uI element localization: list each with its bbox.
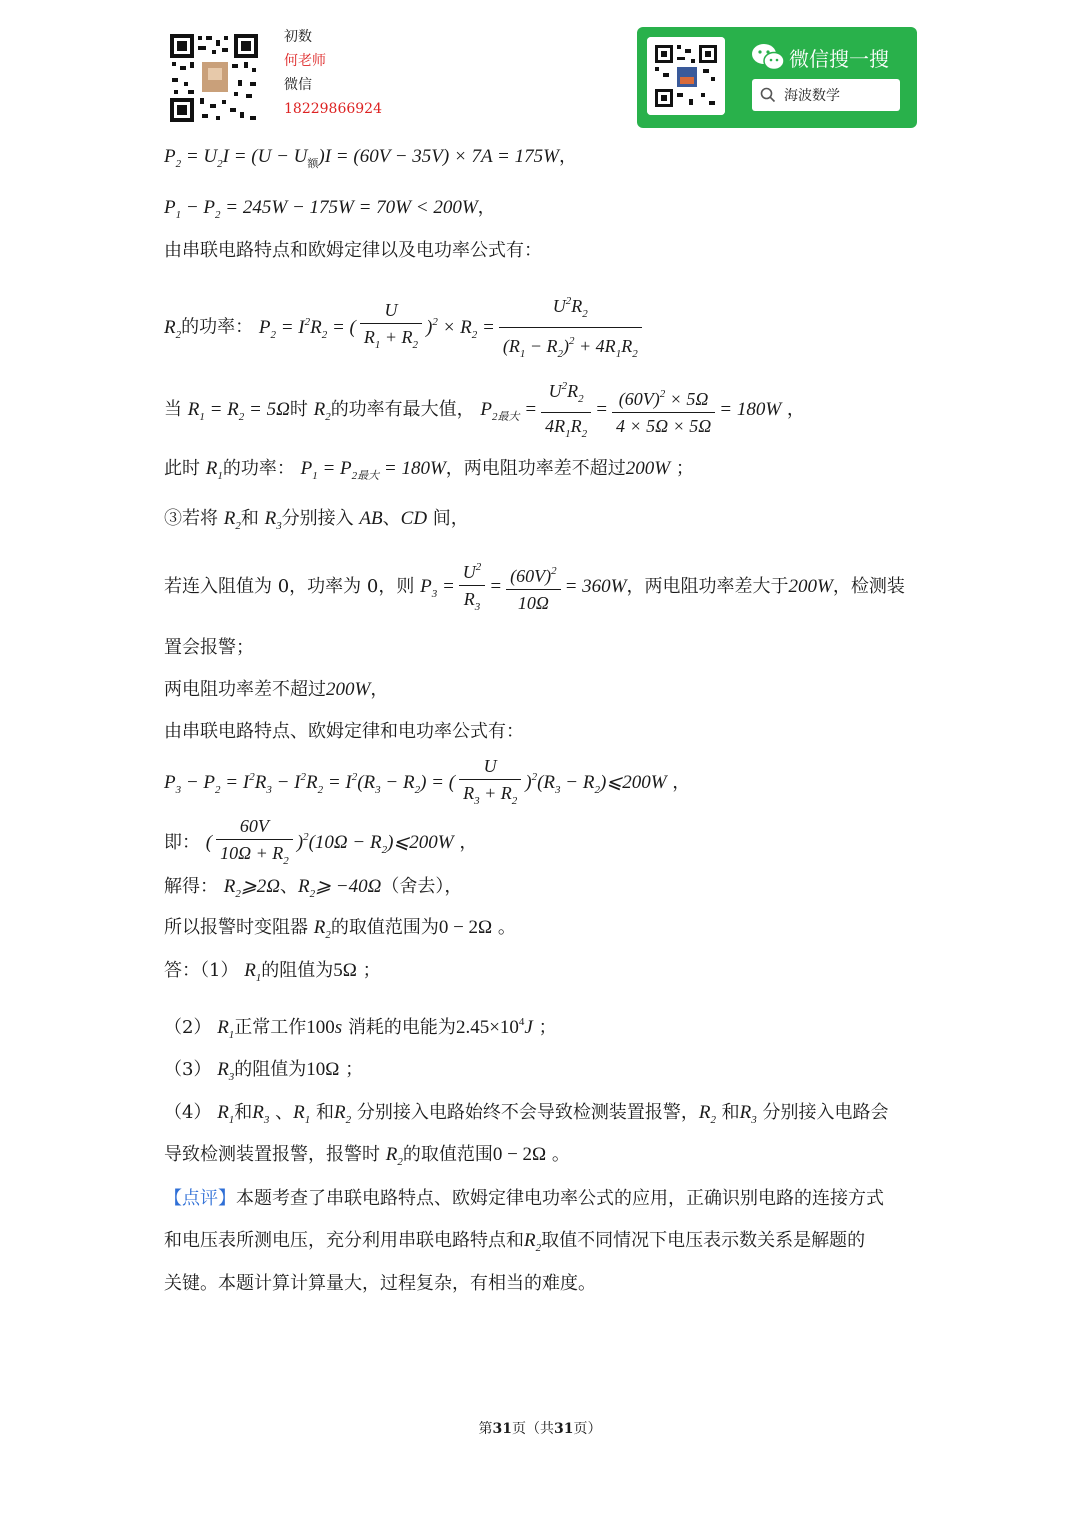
answer-2-b: 正常工作: [234, 1017, 307, 1038]
line1-tail: ，: [558, 146, 577, 167]
text-series-circuit-1: 由串联电路特点和欧姆定律以及电功率公式有：: [164, 240, 542, 261]
line13-a: 即：: [164, 832, 200, 853]
answer-4-d: 和: [315, 1102, 334, 1123]
line6-d: ；: [675, 458, 694, 479]
equation-p2: $P_2 = U_2I = (U - U_额)I = (60V - 35V) \times 7A = 175W$，: [164, 146, 577, 170]
answer-4: （4） $R_1$和$R_3$ 、$R_1$ 和$R_2$ 分别接入电路始终不会导致检测装置报警，$R_2$ 和$R_3$ 分别接入电路会: [164, 1102, 889, 1126]
answer-3: （3） $R_3$的阻值为10Ω ；: [164, 1059, 364, 1083]
line6-b: 的功率：: [222, 458, 295, 479]
line14-b: 、: [280, 876, 299, 897]
answer-5-a: 导致检测装置报警，报警时: [164, 1144, 380, 1165]
line6-a: 此时: [164, 458, 200, 479]
line14-c: （舍去），: [381, 876, 463, 897]
phone-number: 18229866924: [284, 101, 382, 117]
text-case-3: ③若将 $R_2$和 $R_3$分别接入 AB、CD 间，: [164, 508, 469, 532]
wechat-search-banner[interactable]: [637, 27, 917, 128]
r2-power-label: 的功率：: [181, 316, 254, 338]
page-number: 31: [492, 1421, 512, 1437]
equation-p3-minus-p2: $P_3 - P_2 = I^2R_3 - I^2R_2 = I^2(R_3 - R_2)$ = ( $\frac{U}{R_3 + R_2}$ )$^2(R_3$ − $R_2)⩽200W$ ，: [164, 755, 691, 807]
line7-a: ③若将: [164, 508, 218, 529]
answer-1-b: 的阻值为: [261, 960, 334, 981]
answer-3-c: ；: [345, 1059, 364, 1080]
answer-5-c: 。: [551, 1144, 570, 1165]
equation-p3: 若连入阻值为 0，功率为 0，则 $P_3$ = $\frac{U^2}{R_3}$ = $\frac{(60V)^2}{10\Omega}$ = 360W，两电阻功率差大于200W，检测装: [164, 556, 905, 619]
line5-b: 时: [289, 399, 308, 420]
line7-e: 间，: [432, 508, 469, 529]
answer-1-c: ；: [362, 960, 381, 981]
comment-text-2a: 和电压表所测电压，充分利用串联电路特点和: [164, 1230, 524, 1251]
line7-d: 、: [382, 508, 401, 529]
line8-a: 若连入阻值为 0，功率为 0，则: [164, 576, 415, 597]
line7-c: 分别接入: [281, 508, 354, 529]
answer-5-b: 的取值范围: [402, 1144, 493, 1165]
page-total: 31: [554, 1421, 574, 1437]
equation-inequality: 即： ( $\frac{60V}{10\Omega + R_2}$ )$^2(10\Omega - R_2)⩽200W$ ，: [164, 815, 478, 867]
comment-text-1: 本题考查了串联电路特点、欧姆定律电功率公式的应用，正确识别电路的连接方式: [236, 1188, 884, 1209]
wechat-search-title: 微信搜一搜: [789, 47, 889, 71]
line15-c: 。: [497, 917, 516, 938]
text-solution: 解得： $R_2⩾2\Omega$、$R_2⩾ -40\Omega$（舍去），: [164, 876, 463, 900]
text-alarm: 置会报警；: [164, 637, 254, 658]
footer-mid: 页（共: [512, 1421, 554, 1437]
line15-a: 所以报警时变阻器: [164, 917, 308, 938]
line5-a: 当: [164, 399, 182, 420]
answer-2-d: ；: [538, 1017, 557, 1038]
line14-a: 解得：: [164, 876, 218, 897]
comment-line-2: 和电压表所测电压，充分利用串联电路特点和$R_2$取值不同情况下电压表示数关系是解题的: [164, 1230, 866, 1254]
answer-4-g: 分别接入电路会: [762, 1102, 889, 1123]
search-icon: [760, 87, 776, 103]
answer-3-b: 的阻值为: [234, 1059, 307, 1080]
line2-tail: ，: [477, 197, 496, 218]
answer-1: 答：（1） $R_1$的阻值为5Ω ；: [164, 960, 381, 984]
answer-4-e: 分别接入电路始终不会导致检测装置报警，: [356, 1102, 699, 1123]
line6-c: ，两电阻功率差不超过: [445, 458, 626, 479]
comment-text-2b: 取值不同情况下电压表示数关系是解题的: [541, 1230, 866, 1251]
wechat-search-box[interactable]: [752, 79, 900, 111]
qr-code-image: [168, 32, 260, 124]
text-series-circuit-2: 由串联电路特点、欧姆定律和电功率公式有：: [164, 721, 524, 742]
equation-p1-minus-p2: $P_1 - P_2 = 245W - 175W = 70W < 200W$，: [164, 197, 496, 221]
page-footer: [0, 1418, 1080, 1438]
line10-b: ，: [370, 679, 389, 700]
answer-4-f: 和: [721, 1102, 740, 1123]
banner-qr-code-image: [647, 37, 725, 115]
answer-4-b: 和: [234, 1102, 253, 1123]
answer-4-c: 、: [275, 1102, 294, 1123]
comment-line-3: 关键。本题计算计算量大，过程复杂，有相当的难度。: [164, 1273, 596, 1294]
footer-prefix: 第: [478, 1421, 493, 1437]
text-r1-power: 此时 $R_1$的功率： $P_1 = P_{2最大} = 180W$，两电阻功率差不超过200W ；: [164, 458, 694, 482]
wechat-logo-icon: [751, 42, 785, 72]
line7-b: 和: [240, 508, 259, 529]
wechat-label: 微信: [284, 77, 312, 93]
answer-3-a: （3）: [164, 1059, 212, 1080]
comment-tag: 【点评】: [164, 1188, 236, 1209]
answer-2-a: （2）: [164, 1017, 212, 1038]
line15-b: 的取值范围为: [330, 917, 439, 938]
line5-c: 的功率有最大值，: [330, 399, 475, 420]
line8-c: ，检测装: [832, 576, 905, 597]
answer-2-c: 消耗的电能为: [347, 1017, 456, 1038]
answer-4-cont: 导致检测装置报警，报警时 $R_2$的取值范围0 − 2Ω 。: [164, 1144, 570, 1168]
line8-b: ，两电阻功率差大于: [626, 576, 789, 597]
header-label: 初数: [284, 29, 312, 45]
answer-1-a: 答：（1）: [164, 960, 239, 981]
comment-line-1: [164, 1187, 884, 1211]
equation-max-power: 当 $R_1 = R_2 = 5\Omega$时 $R_2$的功率有最大值， $P_{2最大}$ = $\frac{U^2R_2}{4R_1R_2}$ = $\frac{(60V)^2 \times 5\Omega}{4 \times 5\Omega \times 5\Omega}$ = 180W ，: [164, 375, 805, 445]
answer-2: （2） $R_1$正常工作100s 消耗的电能为$2.45\times 10^4J$ ；: [164, 1016, 557, 1041]
answer-4-a: （4）: [164, 1102, 212, 1123]
text-power-diff: 两电阻功率差不超过200W，: [164, 679, 389, 700]
footer-suffix: 页）: [573, 1421, 602, 1437]
equation-r2-power: $R_2$的功率： $P_2 = I^2R_2$ = ( $\frac{U}{R_1 + R_2}$ )$^2 \times R_2$ = $\frac{U^2R_2}{(R_1 - R_2)^2 + 4R_1R_2}$: [164, 290, 646, 365]
text-range: 所以报警时变阻器 $R_2$的取值范围为0 − 2Ω 。: [164, 917, 516, 941]
teacher-name: 何老师: [284, 53, 326, 69]
wechat-search-text: 海波数学: [784, 88, 840, 104]
line10-a: 两电阻功率差不超过: [164, 679, 326, 700]
